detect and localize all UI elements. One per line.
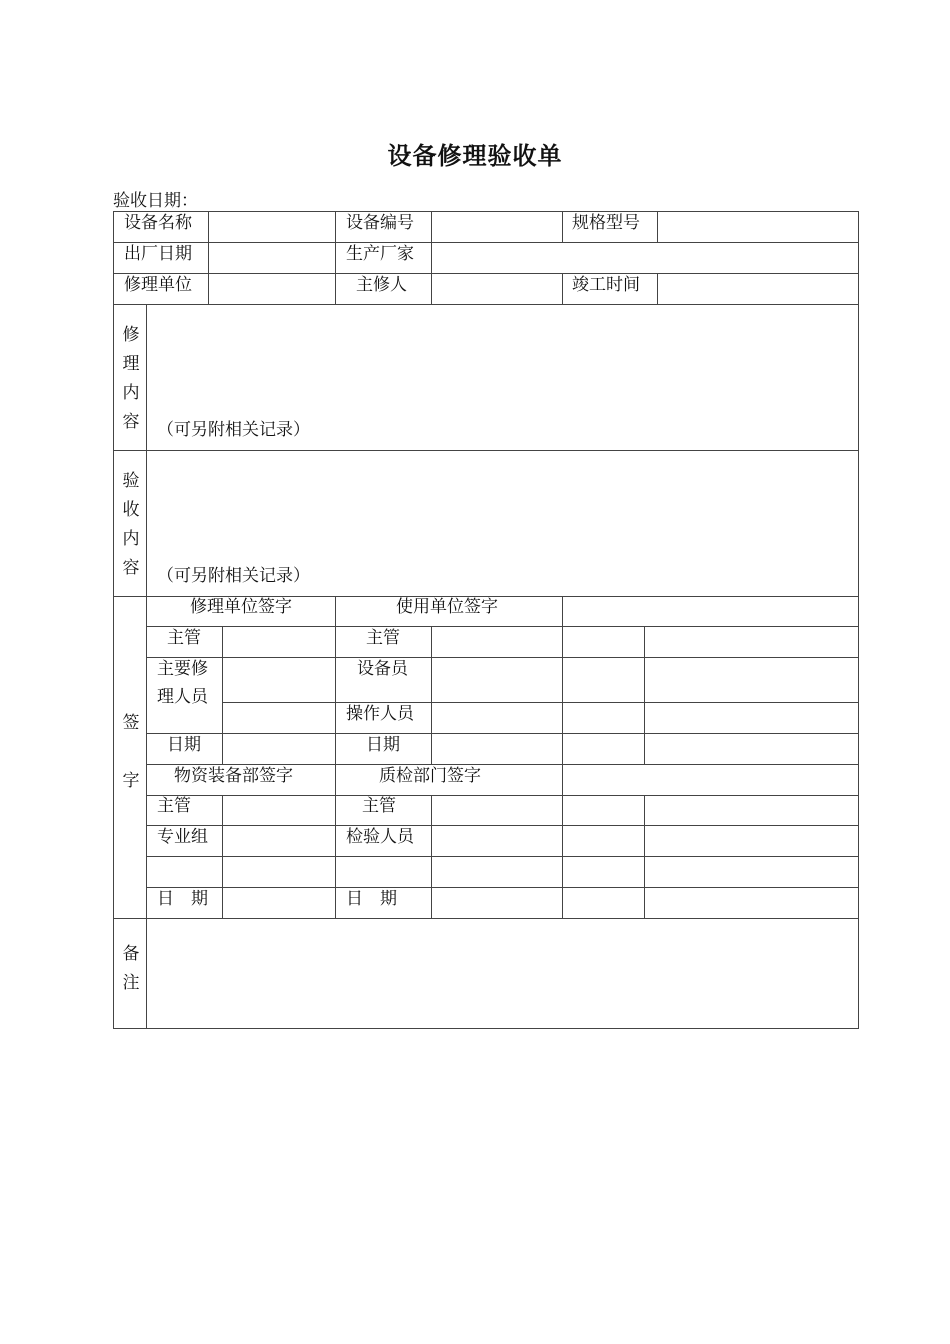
material-dept-signature-header: 物资装备部签字 [174, 766, 293, 786]
column-divider [657, 211, 658, 242]
date-label: 日期 [167, 735, 201, 755]
acceptance-content-note: （可另附相关记录） [157, 566, 310, 586]
row-divider [222, 702, 859, 703]
professional-group-label: 专业组 [157, 827, 208, 847]
row-divider [146, 764, 859, 765]
qc-dept-signature-header: 质检部门签字 [379, 766, 481, 786]
row-divider [113, 450, 859, 451]
column-divider [222, 626, 223, 764]
row-divider [146, 887, 859, 888]
date-label: 日 期 [346, 889, 397, 909]
column-divider [335, 596, 336, 918]
column-divider [431, 626, 432, 764]
column-divider [644, 626, 645, 764]
date-label: 日期 [366, 735, 400, 755]
row-divider [146, 626, 859, 627]
operator-label: 操作人员 [346, 704, 414, 724]
repair-unit-signature-header: 修理单位签字 [190, 597, 292, 617]
column-divider [431, 211, 432, 304]
spec-model-label: 规格型号 [572, 213, 640, 233]
row-divider [146, 825, 859, 826]
column-divider [562, 211, 563, 242]
column-divider [562, 596, 563, 918]
acceptance-date-label: 验收日期： [113, 191, 198, 211]
main-repair-staff-label: 主要修 [157, 659, 208, 679]
repair-unit-label: 修理单位 [124, 275, 192, 295]
row-divider [146, 795, 859, 796]
column-divider [644, 795, 645, 918]
column-divider [146, 304, 147, 1028]
repair-content-label: 修理内容 [122, 325, 140, 432]
column-divider [208, 211, 209, 304]
row-divider [146, 657, 859, 658]
equipment-name-label: 设备名称 [124, 213, 192, 233]
page-title: 设备修理验收单 [387, 142, 563, 170]
completion-time-label: 竣工时间 [572, 275, 640, 295]
row-divider [113, 242, 859, 243]
repair-content-note: （可另附相关记录） [157, 420, 310, 440]
column-divider [657, 273, 658, 304]
row-divider [146, 733, 859, 734]
factory-date-label: 出厂日期 [124, 244, 192, 264]
remarks-label: 备注 [122, 944, 140, 993]
row-divider [146, 856, 859, 857]
column-divider [562, 273, 563, 304]
supervisor-label: 主管 [157, 796, 191, 816]
date-label: 日 期 [157, 889, 208, 909]
table-border-right [858, 211, 859, 1029]
supervisor-label: 主管 [167, 628, 201, 648]
use-unit-signature-header: 使用单位签字 [396, 597, 498, 617]
inspector-label: 检验人员 [346, 827, 414, 847]
column-divider [335, 211, 336, 304]
supervisor-label: 主管 [362, 796, 396, 816]
equipment-number-label: 设备编号 [346, 213, 414, 233]
column-divider [431, 795, 432, 918]
supervisor-label: 主管 [366, 628, 400, 648]
acceptance-content-label: 验收内容 [122, 471, 140, 578]
table-border-top [113, 211, 859, 212]
equipment-staff-label: 设备员 [357, 659, 408, 679]
manufacturer-label: 生产厂家 [346, 244, 414, 264]
row-divider [113, 273, 859, 274]
main-repairer-label: 主修人 [356, 275, 407, 295]
signature-label: 签字 [122, 713, 140, 791]
row-divider [113, 304, 859, 305]
table-border-bottom [113, 1028, 859, 1029]
row-divider [113, 918, 859, 919]
column-divider [222, 795, 223, 918]
main-repair-staff-label: 理人员 [157, 687, 208, 707]
table-border-left [113, 211, 114, 1029]
